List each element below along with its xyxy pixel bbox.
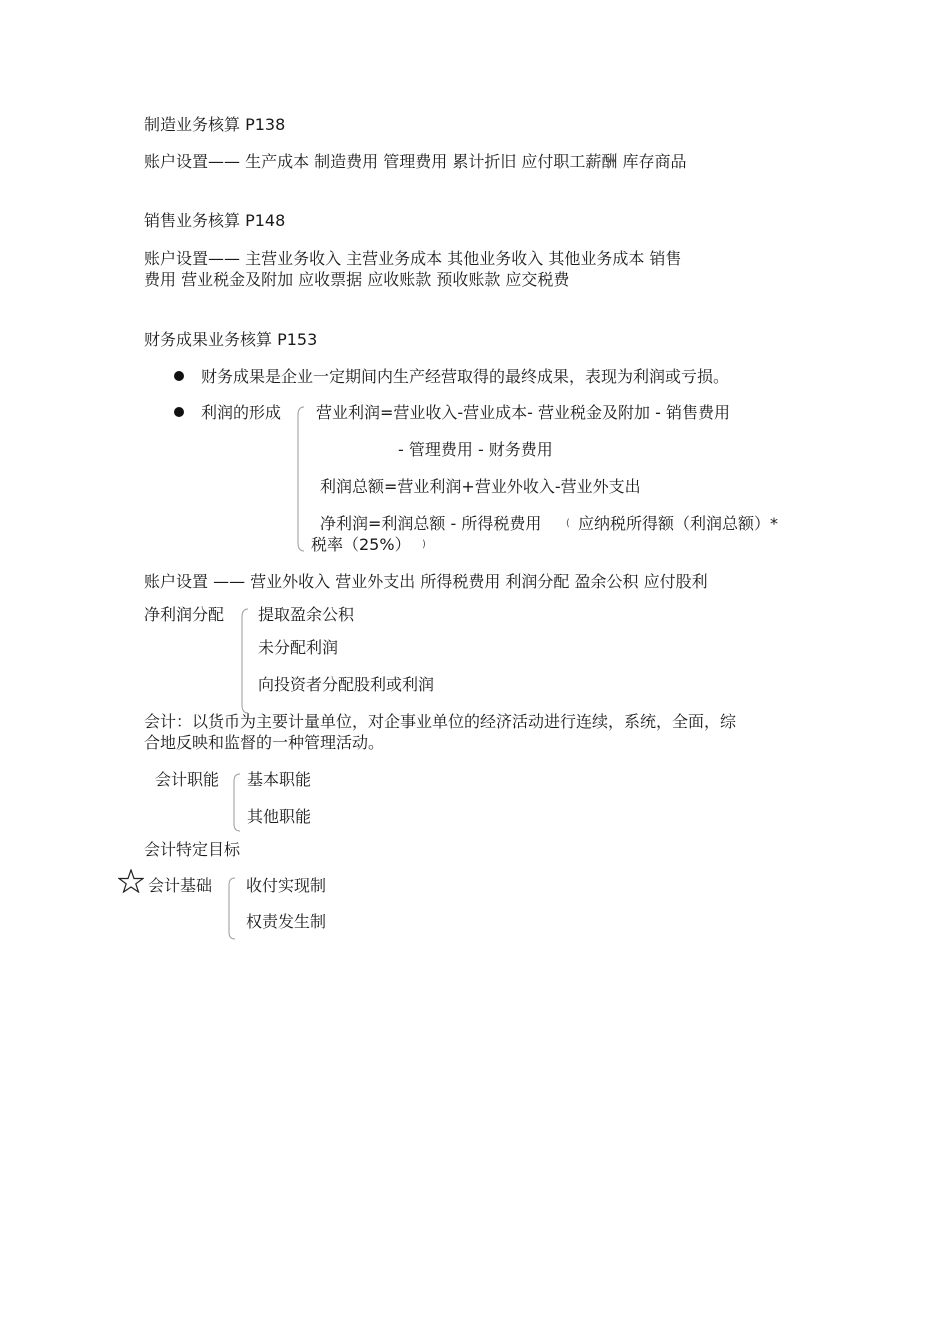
total-profit-formula: 利润总额=营业利润+营业外收入-营业外支出 xyxy=(320,477,641,496)
bullet-icon xyxy=(174,371,184,381)
distribution-item: 提取盈余公积 xyxy=(258,605,355,624)
net-profit-tax-rate: 税率（25%） xyxy=(311,535,411,554)
accounting-definition-line1: 会计：以货币为主要计量单位，对企事业单位的经济活动进行连续，系统，全面，综 xyxy=(144,712,737,731)
distribution-item: 未分配利润 xyxy=(258,638,339,657)
paren-close-icon: ) xyxy=(422,539,426,550)
profit-formation-label: 利润的形成 xyxy=(201,403,282,422)
net-profit-tax-formula: 应纳税所得额（利润总额）* xyxy=(578,514,779,533)
accounting-basis-item: 收付实现制 xyxy=(246,876,327,895)
accounting-basis-label: 会计基础 xyxy=(148,876,213,895)
paren-open-icon: ( xyxy=(566,518,570,529)
operating-profit-formula: 营业利润=营业收入-营业成本- 营业税金及附加 - 销售费用 xyxy=(316,403,730,422)
sales-accounts-line1: 账户设置—— 主营业务收入 主营业务成本 其他业务收入 其他业务成本 销售 xyxy=(144,249,682,268)
brace-icon xyxy=(236,607,250,717)
financial-results-definition: 财务成果是企业一定期间内生产经营取得的最终成果，表现为利润或亏损。 xyxy=(201,367,730,386)
accounting-specific-goal: 会计特定目标 xyxy=(144,840,241,859)
star-outline-icon xyxy=(118,869,144,893)
brace-icon xyxy=(228,772,242,834)
accounting-functions-label: 会计职能 xyxy=(155,770,220,789)
section-title-financial-results: 财务成果业务核算 P153 xyxy=(144,330,318,349)
brace-icon xyxy=(292,405,306,555)
distribution-item: 向投资者分配股利或利润 xyxy=(258,675,435,694)
net-profit-formula: 净利润=利润总额 - 所得税费用 xyxy=(320,514,542,533)
accounting-definition-line2: 合地反映和监督的一种管理活动。 xyxy=(144,733,385,752)
sales-accounts-line2: 费用 营业税金及附加 应收票据 应收账款 预收账款 应交税费 xyxy=(144,270,570,289)
brace-icon xyxy=(223,876,237,942)
operating-profit-formula-cont: - 管理费用 - 财务费用 xyxy=(398,440,553,459)
financial-results-accounts: 账户设置 —— 营业外收入 营业外支出 所得税费用 利润分配 盈余公积 应付股利 xyxy=(144,572,708,591)
accounting-function-item: 其他职能 xyxy=(247,807,312,826)
section-title-sales: 销售业务核算 P148 xyxy=(144,211,286,230)
bullet-icon xyxy=(174,407,184,417)
manufacturing-accounts: 账户设置—— 生产成本 制造费用 管理费用 累计折旧 应付职工薪酬 库存商品 xyxy=(144,152,687,171)
section-title-manufacturing: 制造业务核算 P138 xyxy=(144,115,286,134)
net-profit-distribution-label: 净利润分配 xyxy=(144,605,225,624)
accounting-basis-item: 权责发生制 xyxy=(246,912,327,931)
accounting-function-item: 基本职能 xyxy=(247,770,312,789)
